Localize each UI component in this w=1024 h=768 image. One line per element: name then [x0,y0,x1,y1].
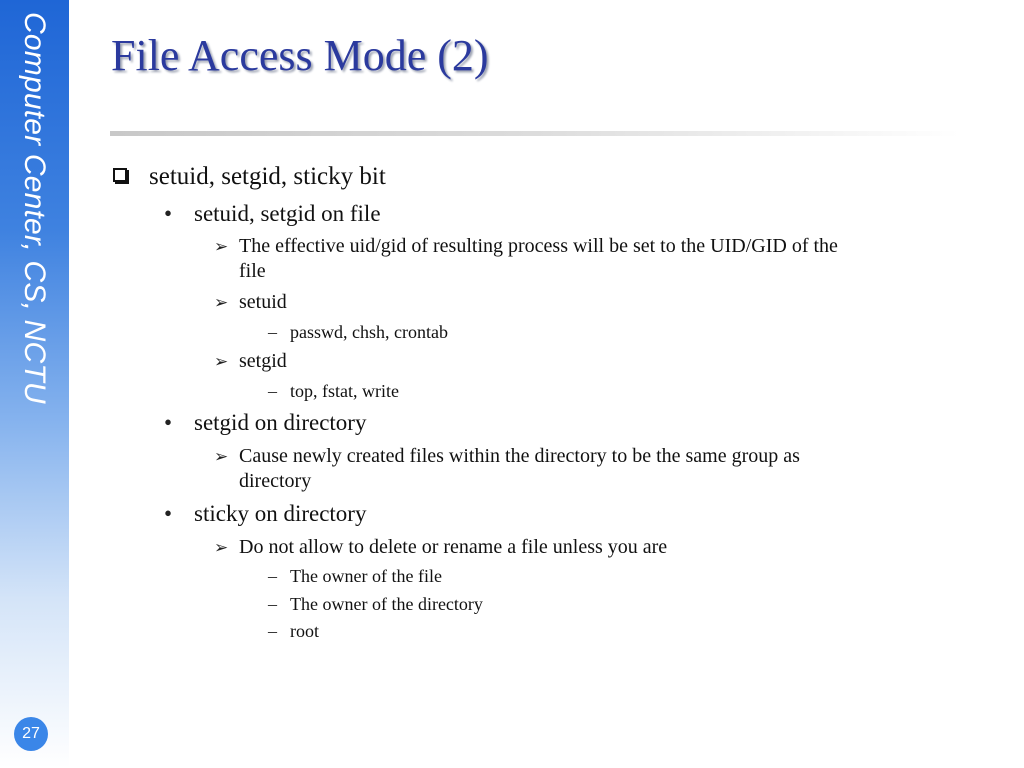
bullet-on-file: setuid, setgid on file [194,201,381,226]
arrow-bullet-icon: ➢ [214,293,229,312]
dash-bullet-icon: – [268,621,277,641]
dot-bullet-icon: • [164,501,173,526]
bullet-root: root [290,621,319,641]
dash-bullet-icon: – [268,594,277,614]
bullet-setuid-examples: passwd, chsh, crontab [290,322,448,342]
arrow-bullet-icon: ➢ [214,237,229,256]
page-number-badge: 27 [14,717,48,751]
bullet-newly-created-line1: Cause newly created files within the directory to be the same group as [239,445,800,467]
arrow-bullet-icon: ➢ [214,447,229,466]
bullet-do-not-allow: Do not allow to delete or rename a file unless you are [239,536,668,558]
bullet-sticky-directory: sticky on directory [194,501,367,526]
bullet-owner-file: The owner of the file [290,566,442,586]
dot-bullet-icon: • [164,410,173,435]
bullet-setgid: setgid [239,350,287,372]
bullet-setuid: setuid [239,291,287,313]
arrow-bullet-icon: ➢ [214,352,229,371]
bullet-setgid-examples: top, fstat, write [290,381,399,401]
slide-title: File Access Mode (2) [111,31,489,80]
arrow-bullet-icon: ➢ [214,538,229,557]
dot-bullet-icon: • [164,201,173,226]
bullet-newly-created-line2: directory [239,470,312,492]
bullet-owner-directory: The owner of the directory [290,594,483,614]
dash-bullet-icon: – [268,566,277,586]
square-bullet-icon [113,168,127,182]
bullet-effective-uid-line1: The effective uid/gid of resulting process will be set to the UID/GID of the [239,235,838,257]
title-divider [110,131,960,136]
dash-bullet-icon: – [268,322,277,342]
bullet-setuid-setgid-sticky: setuid, setgid, sticky bit [149,163,386,190]
sidebar [0,0,69,768]
bullet-effective-uid-line2: file [239,260,266,282]
sidebar-label: Computer Center, CS, NCTU [18,12,51,404]
bullet-setgid-directory: setgid on directory [194,410,367,435]
dash-bullet-icon: – [268,381,277,401]
